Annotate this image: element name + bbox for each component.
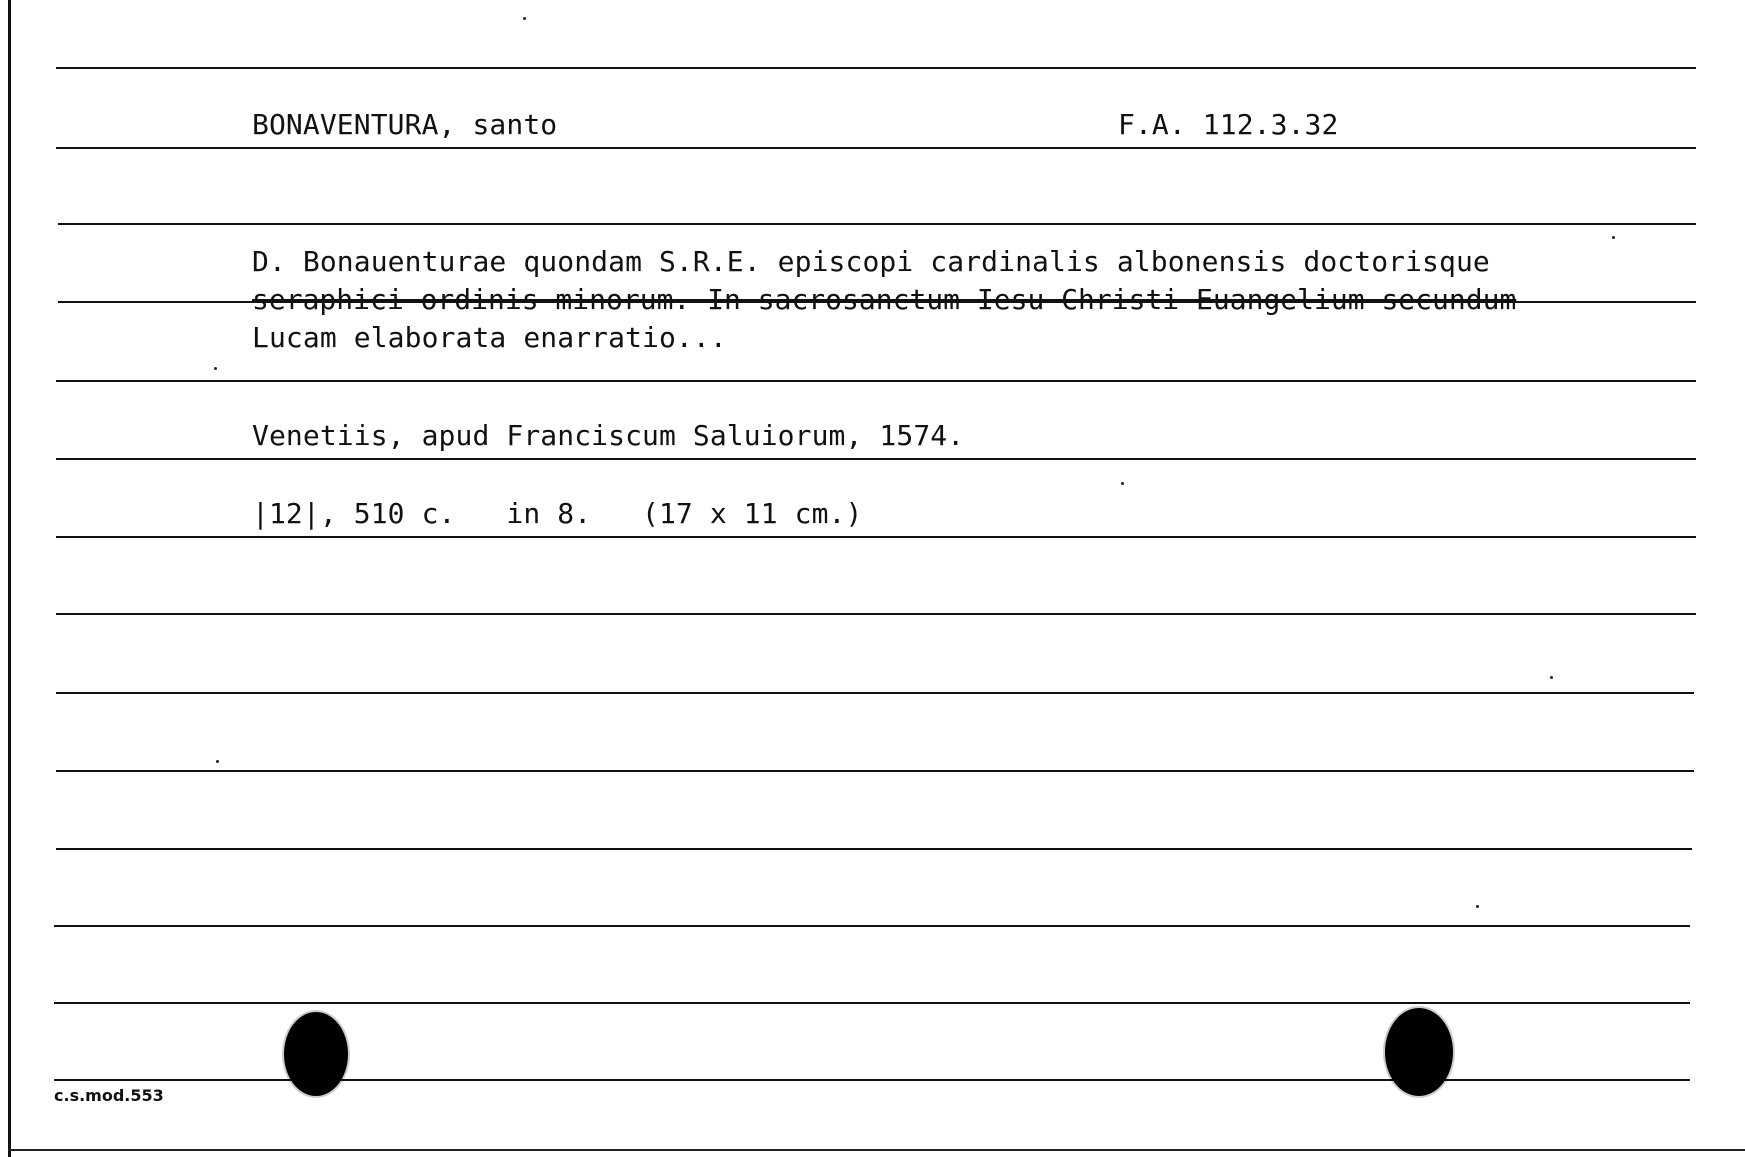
form-code: c.s.mod.553 bbox=[54, 1086, 164, 1105]
paper-speck bbox=[1550, 676, 1553, 679]
ruled-line bbox=[56, 67, 1696, 69]
title-line-3: Lucam elaborata enarratio... bbox=[252, 321, 727, 354]
ruled-line bbox=[56, 458, 1696, 460]
punch-hole-right bbox=[1385, 1008, 1453, 1096]
ruled-line bbox=[56, 613, 1696, 615]
paper-speck bbox=[1612, 236, 1615, 239]
ruled-line bbox=[56, 848, 1692, 850]
ruled-line bbox=[58, 223, 1696, 225]
shelfmark: F.A. 112.3.32 bbox=[1118, 108, 1339, 141]
paper-speck bbox=[216, 760, 219, 763]
ruled-line bbox=[54, 925, 1690, 927]
ruled-line bbox=[56, 692, 1694, 694]
card-bottom-border bbox=[8, 1149, 1745, 1151]
paper-speck bbox=[523, 17, 526, 20]
author-heading: BONAVENTURA, santo bbox=[252, 108, 558, 141]
paper-speck bbox=[1121, 482, 1124, 485]
ruled-line bbox=[56, 536, 1696, 538]
imprint: Venetiis, apud Franciscum Saluiorum, 1574. bbox=[252, 419, 965, 452]
ruled-line bbox=[56, 770, 1694, 772]
ruled-line bbox=[56, 147, 1696, 149]
ruled-line bbox=[56, 380, 1696, 382]
title-line-2: seraphici ordinis minorum. In sacrosanctum Iesu Christi Euangelium secundum bbox=[252, 283, 1517, 316]
ruled-line bbox=[54, 1002, 1690, 1004]
paper-speck bbox=[214, 367, 217, 370]
card-left-border bbox=[8, 0, 11, 1157]
punch-hole-left bbox=[284, 1012, 348, 1096]
title-line-1: D. Bonauenturae quondam S.R.E. episcopi cardinalis albonensis doctorisque bbox=[252, 245, 1490, 278]
paper-speck bbox=[1476, 905, 1479, 908]
collation: |12|, 510 c. in 8. (17 x 11 cm.) bbox=[252, 497, 863, 530]
